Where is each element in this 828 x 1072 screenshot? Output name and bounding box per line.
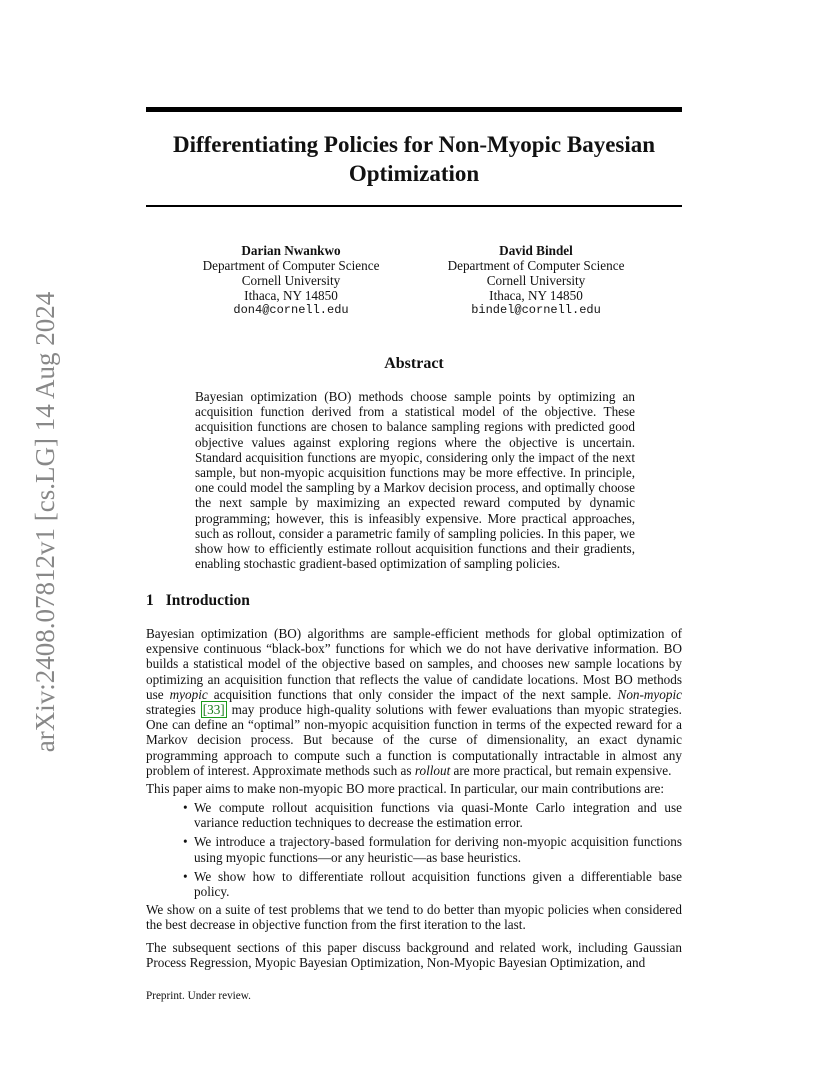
bullet-icon: • <box>183 800 188 815</box>
list-item <box>146 800 682 830</box>
emphasis-non-myopic: Non-myopic <box>617 686 682 702</box>
intro-paragraph-2: This paper aims to make non-myopic BO more practical. In particular, our main contributions are: <box>146 781 665 796</box>
author-univ: Cornell University <box>241 273 341 288</box>
list-item <box>146 869 682 899</box>
title-rule-top <box>146 107 682 112</box>
paper-title: Differentiating Policies for Non-Myopic Bayesian Optimization <box>172 132 656 186</box>
text-run: acquisition functions that only consider the impact of the next sample. <box>207 686 618 702</box>
contributions-list <box>146 800 682 903</box>
abstract-text: Bayesian optimization (BO) methods choose sample points by optimizing an acquisition function derived from a statistical model of the objective. These acquisition functions are chosen to balance sampling regions with predicted good objective values against exploring regions where the objective is uncertain. Standard acquisition functions are myopic, considering only the impact of the next sample, but non-myopic acquisition functions may be more effective. In principle, one could model the sampling by a Markov decision process, and optimally choose the next sample by maximizing an expected reward computed by dynamic programming; however, this is infeasibly expensive. More practical approaches, such as rollout, consider a parametric family of sampling policies. In this paper, we show how to efficiently estimate rollout acquisition functions and their gradients, enabling stochastic gradient-based optimization of sampling policies. <box>195 389 635 572</box>
intro-paragraph-1 <box>146 626 682 778</box>
section-number: 1 <box>146 592 154 609</box>
author-dept: Department of Computer Science <box>447 258 625 273</box>
author-name: Darian Nwankwo <box>241 243 341 258</box>
author-city: Ithaca, NY 14850 <box>244 288 338 303</box>
abstract-heading: Abstract <box>384 355 444 372</box>
intro-paragraph-4: The subsequent sections of this paper discuss background and related work, including Gaussian Process Regression, Myopic Bayesian Optimization, Non-Myopic Bayesian Optimization, and <box>146 940 682 971</box>
list-item-text: We compute rollout acquisition functions via quasi-Monte Carlo integration and use variance reduction techniques to decrease the estimation error. <box>194 800 682 831</box>
text-run: strategies <box>146 702 201 718</box>
author-dept: Department of Computer Science <box>202 258 380 273</box>
list-item-text: We show how to differentiate rollout acquisition functions given a differentiable base policy. <box>194 868 682 900</box>
arxiv-stamp <box>20 282 70 762</box>
author-name: David Bindel <box>499 243 573 258</box>
author-email[interactable]: don4@cornell.edu <box>233 303 349 317</box>
text-run: may produce high-quality solutions with fewer evaluations than myopic strategies. One can define an “optimal” non-myopic acquisition function in terms of the expected reward for a Markov decision process. But because of the curse of dimensionality, an exact dynamic programming approach to compute such a function is computationally intractable in almost any problem of interest. Approximate methods such as <box>146 702 682 778</box>
bullet-icon: • <box>183 834 188 850</box>
list-item <box>146 834 682 864</box>
list-item-text: We introduce a trajectory-based formulation for deriving non-myopic acquisition functions using myopic functions—or any heuristic—as base heuristics. <box>194 834 682 865</box>
intro-paragraph-3: We show on a suite of test problems that we tend to do better than myopic policies when considered the best decrease in objective function from the first iteration to the last. <box>146 902 682 933</box>
arxiv-stamp-text: arXiv:2408.07812v1 [cs.LG] 14 Aug 2024 <box>30 291 60 753</box>
emphasis-rollout: rollout <box>414 762 451 778</box>
text-run: are more practical, but remain expensive. <box>450 762 672 778</box>
author-block-1 <box>171 243 411 318</box>
author-block-2 <box>416 243 656 318</box>
title-rule-bottom <box>146 205 682 207</box>
section-heading-introduction <box>146 592 250 610</box>
preprint-footer: Preprint. Under review. <box>146 990 251 1002</box>
citation-link[interactable]: [33] <box>202 702 225 718</box>
bullet-icon: • <box>183 868 188 884</box>
author-email[interactable]: bindel@cornell.edu <box>471 303 601 317</box>
emphasis-myopic: myopic <box>169 686 208 702</box>
author-univ: Cornell University <box>486 273 586 288</box>
text-run: Bayesian optimization (BO) algorithms are sample-efficient methods for global optimization of expensive continuous “black-box” functions for which we do not have derivative information. BO builds a statistical model of the objective based on samples, and chooses new sample locations by optimizing an acquisition function that reflects the value of candidate locations. Most BO methods use <box>146 626 682 702</box>
section-title: Introduction <box>165 592 250 609</box>
author-city: Ithaca, NY 14850 <box>489 288 583 303</box>
